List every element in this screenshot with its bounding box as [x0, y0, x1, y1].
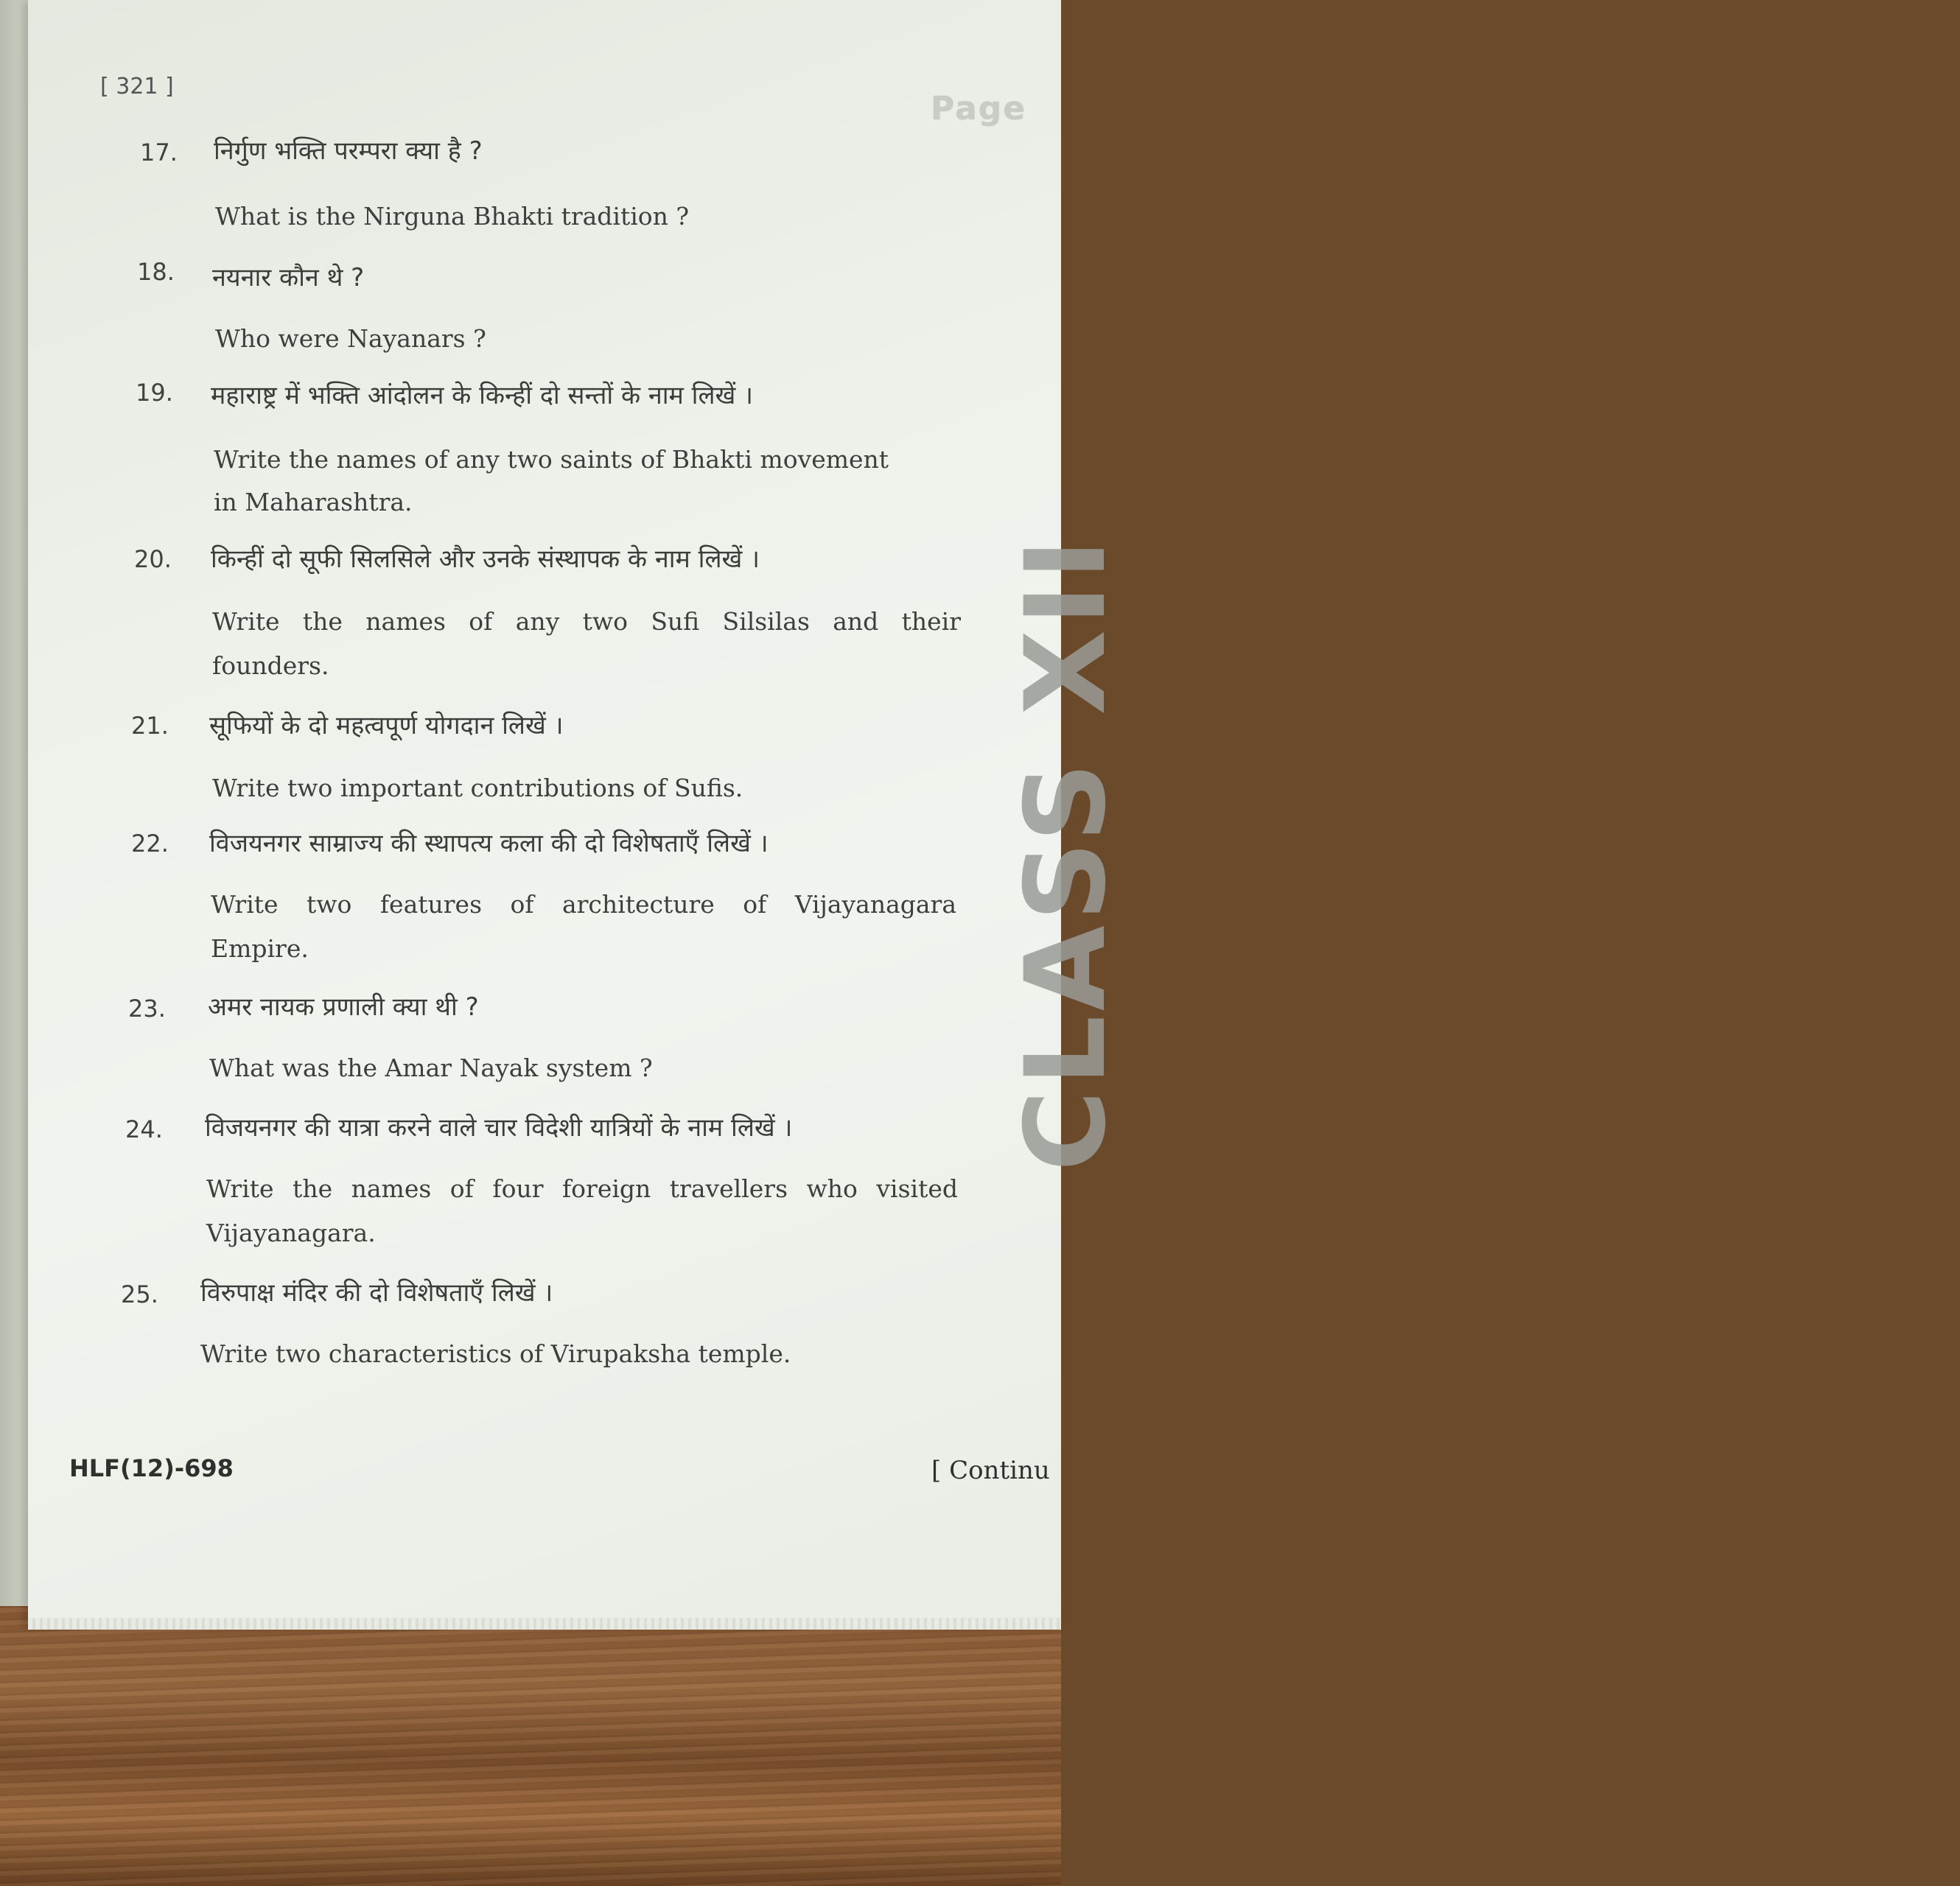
page-stamp: Page — [931, 90, 1027, 127]
question-english-line: Write the names of any two Sufi Silsilas and their — [212, 607, 961, 636]
question-number: 20. — [134, 545, 172, 573]
question-hindi: अमर नायक प्रणाली क्या थी ? — [208, 992, 479, 1022]
question-number: 22. — [131, 830, 169, 858]
question-english-line: Write the names of any two saints of Bhakti movement — [214, 445, 889, 474]
question-hindi: विजयनगर साम्राज्य की स्थापत्य कला की दो विशेषताएँ लिखें । — [209, 829, 769, 858]
question-hindi: किन्हीं दो सूफी सिलसिले और उनके संस्थापक के नाम लिखें । — [211, 544, 760, 574]
question-number: 21. — [131, 712, 169, 740]
question-number: 25. — [121, 1280, 158, 1308]
page-number: [ 321 ] — [100, 74, 174, 99]
question-hindi: विरुपाक्ष मंदिर की दो विशेषताएँ लिखें । — [200, 1278, 553, 1308]
question-english-line: in Maharashtra. — [214, 488, 413, 516]
question-english-line: Vijayanagara. — [206, 1219, 376, 1247]
page-bottom-edge — [28, 1618, 1061, 1630]
question-number: 17. — [140, 139, 178, 166]
question-hindi: नयनार कौन थे ? — [212, 263, 365, 292]
question-hindi: निर्गुण भक्ति परम्परा क्या है ? — [214, 136, 483, 166]
question-english-line: Write two features of architecture of Vijayanagara — [211, 890, 956, 919]
question-english: Who were Nayanars ? — [215, 324, 486, 353]
question-hindi: महाराष्ट्र में भक्ति आंदोलन के किन्हीं दो सन्तों के नाम लिखें । — [211, 381, 754, 410]
question-english: Write two important contributions of Sufis. — [212, 774, 743, 802]
question-number: 19. — [136, 379, 173, 407]
question-english-line: founders. — [212, 651, 329, 680]
question-english-line: Empire. — [211, 934, 309, 963]
class-watermark: CLASS XII — [1002, 534, 1130, 1171]
question-hindi: विजयनगर की यात्रा करने वाले चार विदेशी यात्रियों के नाम लिखें । — [205, 1113, 793, 1143]
question-english: What is the Nirguna Bhakti tradition ? — [215, 202, 690, 231]
question-english: Write two characteristics of Virupaksha temple. — [200, 1339, 791, 1368]
question-english-line: Write the names of four foreign travellers who visited — [206, 1174, 958, 1203]
wooden-table — [0, 1606, 1061, 1886]
continue-note: [ Continu — [931, 1456, 1050, 1485]
question-number: 24. — [125, 1115, 163, 1143]
paper-code: HLF(12)-698 — [69, 1454, 234, 1482]
exam-page — [28, 0, 1130, 1628]
question-hindi: सूफियों के दो महत्वपूर्ण योगदान लिखें । — [209, 711, 564, 740]
question-number: 18. — [137, 258, 175, 286]
question-english: What was the Amar Nayak system ? — [209, 1054, 653, 1082]
question-number: 23. — [128, 995, 166, 1023]
